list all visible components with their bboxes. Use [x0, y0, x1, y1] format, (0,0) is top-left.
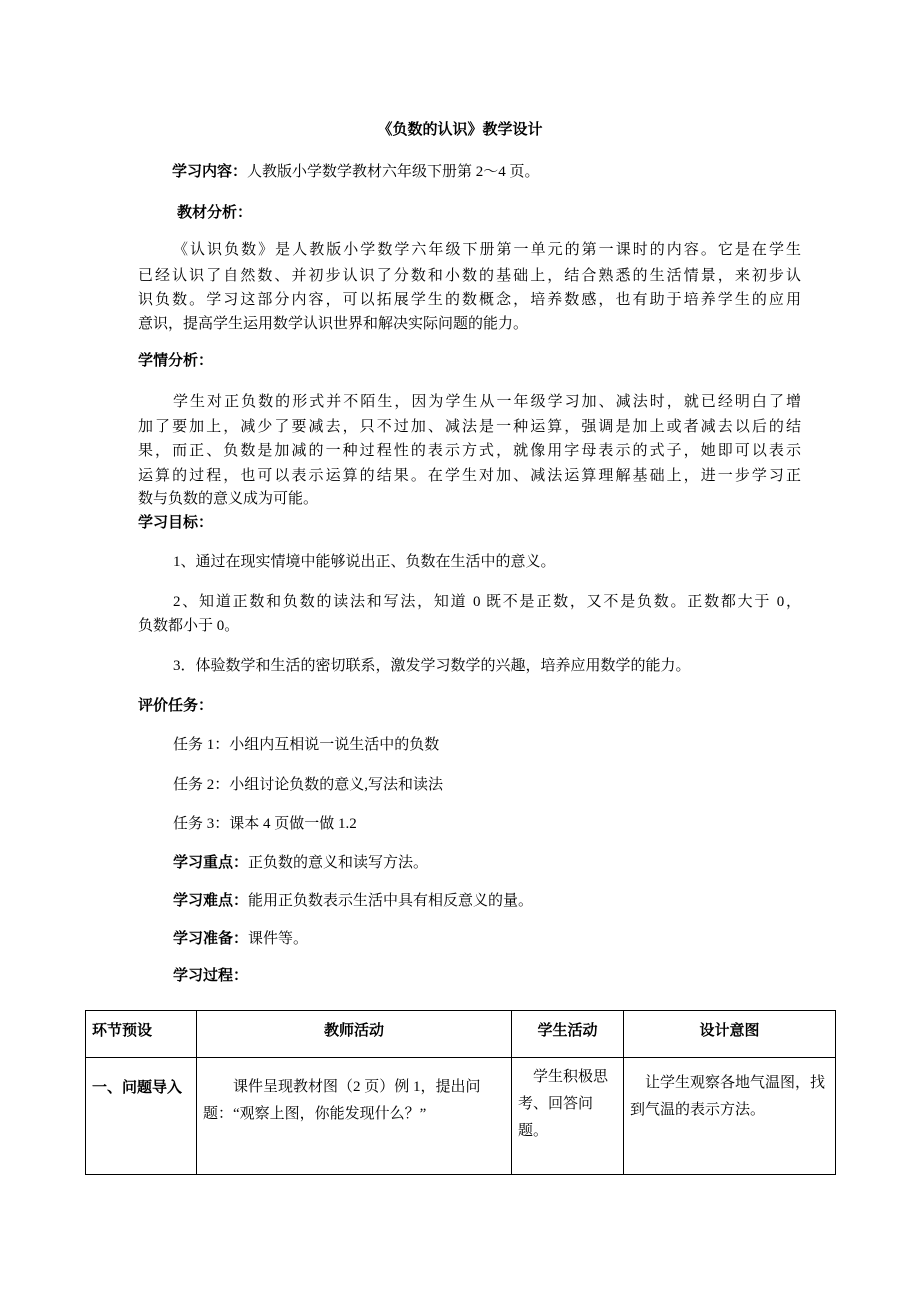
paragraph-line: 已经认识了自然数、并初步认识了分数和小数的基础上，结合熟悉的生活情景，来初步认 — [138, 268, 801, 284]
goal-item: 2、知道正数和负数的读法和写法，知道 0 既不是正数，又不是负数。正数都大于 0， — [173, 594, 801, 610]
paragraph-line: 数与负数的意义成为可能。 — [138, 491, 319, 507]
table-cell: 一、问题导入 — [86, 1058, 197, 1175]
table-header: 设计意图 — [624, 1011, 836, 1058]
task-item: 任务 1：小组内互相说一说生活中的负数 — [173, 737, 440, 753]
table-row — [86, 1058, 836, 1175]
task-item: 任务 3：课本 4 页做一做 1.2 — [173, 816, 357, 832]
label: 学习重点： — [173, 854, 249, 871]
preparation — [173, 929, 308, 949]
tasks-heading: 评价任务： — [138, 697, 214, 714]
table-header-row — [86, 1011, 836, 1058]
learning-content — [172, 162, 540, 182]
process-table — [85, 1010, 836, 1175]
goal-item: 3．体验数学和生活的密切联系，激发学习数学的兴趣，培养应用数学的能力。 — [173, 658, 691, 674]
goals-heading: 学习目标： — [138, 514, 214, 531]
table-cell: 让学生观察各地气温图，找到气温的表示方法。 — [624, 1058, 836, 1175]
label: 学习内容： — [172, 163, 248, 180]
paragraph-line: 运算的过程，也可以表示运算的结果。在学生对加、减法运算理解基础上，进一步学习正 — [138, 468, 801, 484]
table-header: 教师活动 — [197, 1011, 512, 1058]
paragraph-line: 识负数。学习这部分内容，可以拓展学生的数概念，培养数感，也有助于培养学生的应用 — [138, 292, 801, 308]
task-item: 任务 2：小组讨论负数的意义,写法和读法 — [173, 777, 444, 793]
student-heading: 学情分析： — [138, 352, 214, 369]
value: 能用正负数表示生活中具有相反意义的量。 — [248, 893, 534, 909]
material-heading: 教材分析： — [177, 204, 253, 221]
label: 学习难点： — [173, 892, 249, 909]
table-cell: 课件呈现教材图（2 页）例 1，提出问题：“观察上图，你能发现什么？” — [197, 1058, 512, 1175]
value: 正负数的意义和读写方法。 — [248, 855, 429, 871]
value: 课件等。 — [248, 931, 309, 947]
table-header: 环节预设 — [86, 1011, 197, 1058]
paragraph-line: 学生对正负数的形式并不陌生，因为学生从一年级学习加、减法时，就已经明白了增 — [173, 394, 801, 410]
key-point — [173, 853, 428, 873]
difficulty — [173, 891, 533, 911]
paragraph-line: 《认识负数》是人教版小学数学六年级下册第一单元的第一课时的内容。它是在学生 — [173, 242, 801, 258]
label: 学习准备： — [173, 930, 249, 947]
table-cell: 学生积极思考、回答问题。 — [512, 1058, 624, 1175]
paragraph-line: 果，而正、负数是加减的一种过程性的表示方式，就像用字母表示的式子，她即可以表示 — [138, 443, 801, 459]
paragraph-line: 意识，提高学生运用数学认识世界和解决实际问题的能力。 — [138, 316, 529, 332]
goal-item: 负数都小于 0。 — [138, 618, 240, 634]
process-heading: 学习过程： — [173, 967, 249, 984]
table-header: 学生活动 — [512, 1011, 624, 1058]
page-title: 《负数的认识》教学设计 — [377, 121, 543, 138]
paragraph-line: 加了要加上，减少了要减去，只不过加、减法是一种运算，强调是加上或者减去以后的结 — [138, 419, 801, 435]
value: 人教版小学数学教材六年级下册第 2～4 页。 — [247, 164, 540, 180]
goal-item: 1、通过在现实情境中能够说出正、负数在生活中的意义。 — [173, 554, 556, 570]
